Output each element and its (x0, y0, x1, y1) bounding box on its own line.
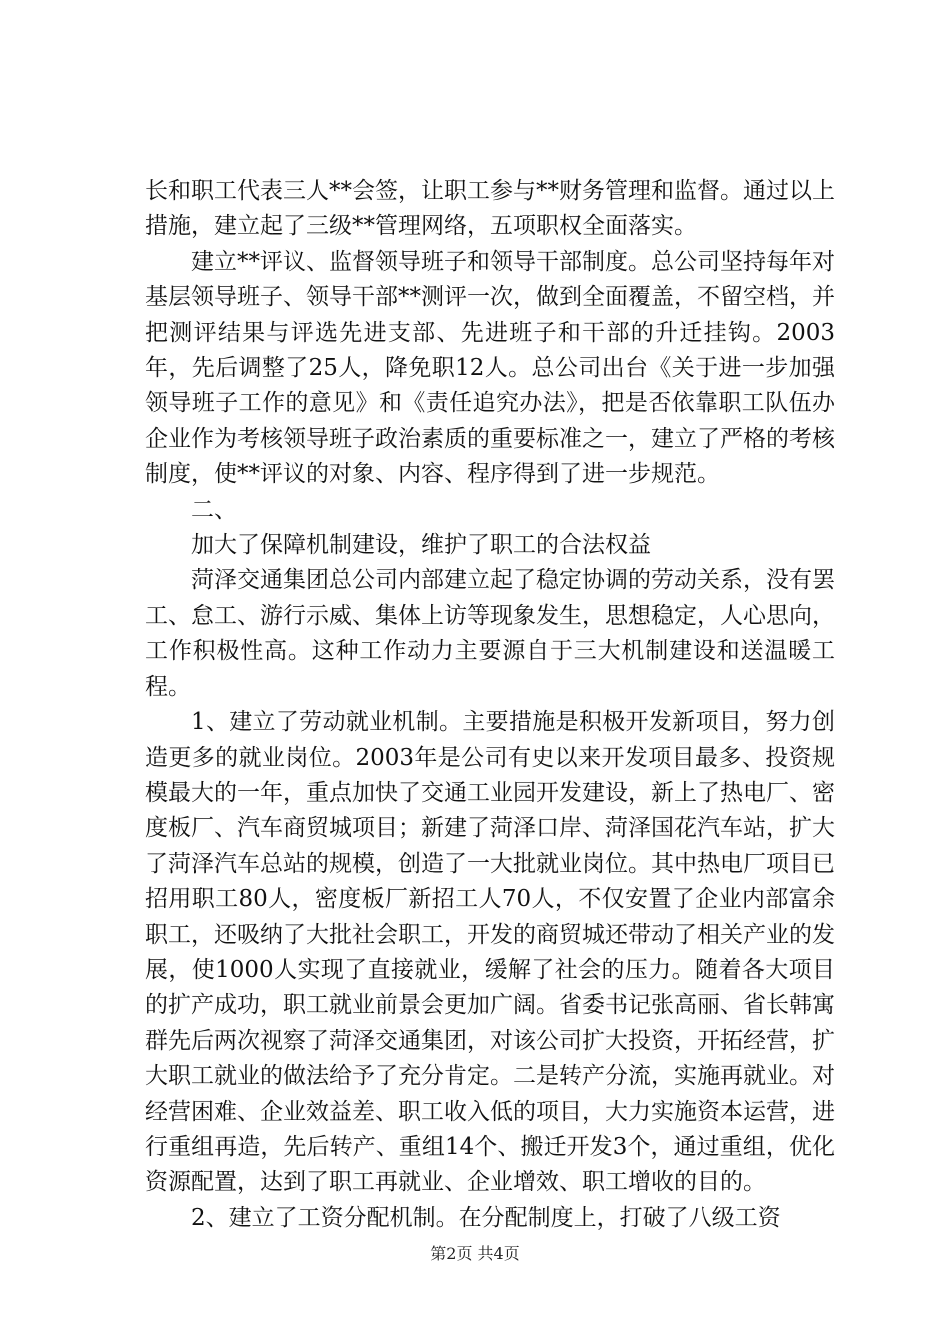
paragraph-5: 2、建立了工资分配机制。在分配制度上，打破了八级工资 (191, 1204, 781, 1231)
section-number: 二、 (191, 496, 237, 523)
paragraph-3: 菏泽交通集团总公司内部建立起了稳定协调的劳动关系，没有罢工、怠工、游行示威、集体上访等现象发生，思想稳定，人心思向，工作积极性高。这种工作动力主要源自于三大机制建设和送温暖工程。 (145, 567, 835, 700)
paragraph-1: 长和职工代表三人**会签，让职工参与**财务管理和监督。通过以上措施，建立起了三级**管理网络，五项职权全面落实。 (145, 178, 835, 240)
section-heading: 加大了保障机制建设，维护了职工的合法权益 (191, 532, 651, 559)
paragraph-4: 1、建立了劳动就业机制。主要措施是积极开发新项目，努力创造更多的就业岗位。2003年是公司有史以来开发项目最多、投资规模最大的一年，重点加快了交通工业园开发建设，新上了热电厂、密度板厂、汽车商贸城项目；新建了菏泽口岸、菏泽国花汽车站，扩大了菏泽汽车总站的规模，创造了一大批就业岗位。其中热电厂项目已招用职工80人，密度板厂新招工人70人，不仅安置了企业内部富余职工，还吸纳了大批社会职工，开发的商贸城还带动了相关产业的发展，使1000人实现了直接就业，缓解了社会的压力。随着各大项目的扩产成功，职工就业前景会更加广阔。省委书记张高丽、省长韩寓群先后两次视察了菏泽交通集团，对该公司扩大投资，开拓经营，扩大职工就业的做法给予了充分肯定。二是转产分流，实施再就业。对经营困难、企业效益差、职工收入低的项目，大力实施资本运营，进行重组再造，先后转产、重组14个、搬迁开发3个，通过重组，优化资源配置，达到了职工再就业、企业增效、职工增收的目的。 (145, 709, 835, 1196)
paragraph-2: 建立**评议、监督领导班子和领导干部制度。总公司坚持每年对基层领导班子、领导干部**测评一次，做到全面覆盖，不留空档，并把测评结果与评选先进支部、先进班子和干部的升迁挂钩。2003年，先后调整了25人，降免职12人。总公司出台《关于进一步加强领导班子工作的意见》和《责任追究办法》，把是否依靠职工队伍办企业作为考核领导班子政治素质的重要标准之一，建立了严格的考核制度，使**评议的对象、内容、程序得到了进一步规范。 (145, 248, 835, 488)
page-number-footer: 第2页 共4页 (430, 1244, 520, 1263)
document-body (145, 174, 835, 1236)
